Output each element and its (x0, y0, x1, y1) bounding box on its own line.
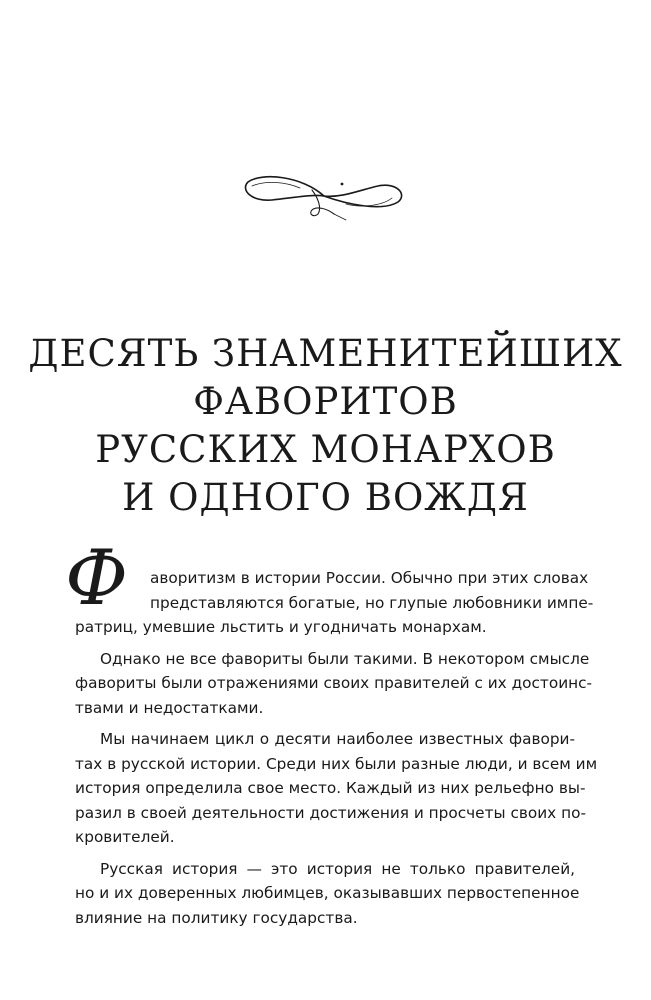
paragraph-4 (75, 857, 580, 931)
text-line: ратриц, умевшие льстить и угодничать монархам. (75, 618, 487, 636)
paragraph-1 (65, 533, 594, 640)
text-line: Мы начинаем цикл о десяти наиболее известных фавори- (100, 730, 575, 748)
text-line: разил в своей деятельности достижения и просчеты своих по- (75, 803, 586, 822)
text-line: представляются богатые, но глупые любовники импе- (150, 593, 594, 612)
chapter-body (65, 533, 598, 930)
text-line: твами и недостатками. (75, 698, 264, 717)
text-line: аворитизм в истории России. Обычно при этих словах (150, 569, 589, 587)
title-line-4: И ОДНОГО ВОЖДЯ (122, 476, 529, 519)
text-line: влияние на политику государства. (75, 908, 358, 927)
paragraph-2 (75, 647, 593, 721)
text-line: Русская история — это история не только правителей, (100, 859, 575, 878)
text-line: Однако не все фавориты были такими. В некотором смысле (100, 649, 590, 668)
text-line: кровителей. (75, 828, 175, 846)
title-line-1: ДЕСЯТЬ ЗНАМЕНИТЕЙШИХ (28, 332, 623, 375)
flourish-divider-icon (242, 168, 407, 228)
text-line: история определила свое место. Каждый из них рельефно вы- (75, 779, 586, 797)
text-line: фавориты были отражениями своих правителей с их достоинс- (75, 674, 593, 692)
paragraph-3 (75, 727, 598, 850)
text-line: тах в русской истории. Среди них были разные люди, и всем им (75, 754, 598, 773)
drop-cap: Ф (65, 533, 129, 622)
chapter-title (0, 330, 651, 522)
text-line: но и их доверенных любимцев, оказывавших первостепенное (75, 884, 580, 902)
title-line-3: РУССКИХ МОНАРХОВ (95, 428, 556, 471)
title-line-2: ФАВОРИТОВ (193, 380, 458, 423)
